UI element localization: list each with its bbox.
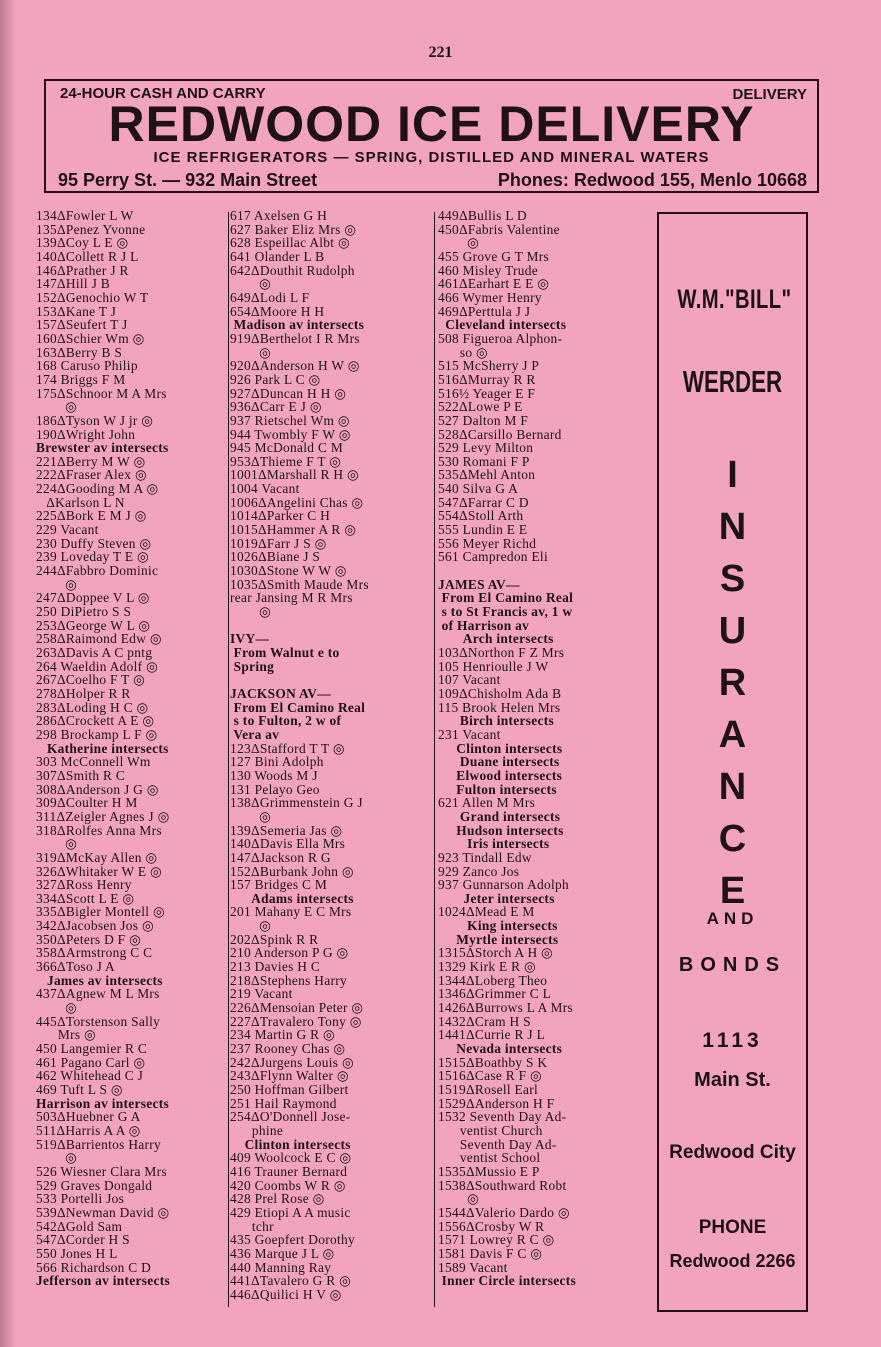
directory-entry: 218ΔStephens Harry — [230, 972, 348, 988]
directory-entry: 945 McDonald C M — [230, 440, 344, 456]
directory-entry: 929 Zanco Jos — [438, 863, 520, 879]
directory-entry: 1441ΔCurrie R J L — [438, 1027, 546, 1043]
directory-entry: 561 Campredon Eli — [438, 549, 548, 565]
directory-entry: 1346ΔGrimmer C L — [438, 986, 552, 1002]
directory-entry: 103ΔNorthon F Z Mrs — [438, 645, 565, 660]
insurance-letter: A — [718, 714, 747, 756]
insurance-letter: E — [719, 870, 746, 912]
directory-entry: 335ΔBigler Montell ◎ — [36, 904, 165, 920]
directory-entry: 450ΔFabris Valentine — [438, 221, 560, 237]
directory-entry: ◎ — [36, 836, 78, 852]
directory-entry: 1426ΔBurrows L A Mrs — [438, 1000, 574, 1016]
directory-entry: 311ΔZeigler Agnes J ◎ — [36, 808, 170, 824]
directory-entry: 1529ΔAnderson H F — [438, 1095, 555, 1111]
directory-entry: 654ΔMoore H H — [230, 303, 325, 319]
street-heading: Harrison av intersects — [36, 1095, 170, 1111]
directory-entry: 1315ΔStorch A H ◎ — [438, 945, 554, 961]
directory-entry: 516½ Yeager E F — [438, 385, 536, 401]
directory-entry: 540 Silva G A — [438, 481, 519, 497]
directory-entry: 243ΔFlynn Walter ◎ — [230, 1068, 349, 1084]
directory-entry: ◎ — [438, 1191, 480, 1207]
street-heading: From El Camino Real — [230, 699, 366, 715]
street-heading: of Harrison av — [438, 617, 530, 633]
directory-entry: 326ΔWhitaker W E ◎ — [36, 863, 162, 879]
directory-entry: 556 Meyer Richd — [438, 535, 537, 551]
street-heading: James av intersects — [36, 972, 163, 988]
directory-entry: 186ΔTyson W J jr ◎ — [36, 412, 154, 428]
insurance-ad — [657, 212, 808, 1312]
directory-entry: 450 Langemier R C — [36, 1041, 148, 1057]
street-heading: Vera av — [230, 726, 280, 742]
directory-entry: 230 Duffy Steven ◎ — [36, 535, 152, 551]
directory-entry: 298 Brockamp L F ◎ — [36, 726, 158, 742]
directory-entry: 1006ΔAngelini Chas ◎ — [230, 494, 364, 510]
directory-entry: 533 Portelli Jos — [36, 1191, 125, 1207]
directory-entry: 105 Henrioulle J W — [438, 658, 549, 674]
street-heading: Clinton intersects — [438, 740, 563, 756]
directory-entry: 1329 Kirk E R ◎ — [438, 959, 537, 975]
directory-entry: phine — [230, 1122, 284, 1138]
directory-entry: 258ΔRaimond Edw ◎ — [36, 631, 162, 647]
directory-entry — [438, 564, 644, 578]
street-heading: Hudson intersects — [438, 822, 564, 838]
directory-entry: 140ΔDavis Ella Mrs — [230, 836, 346, 852]
directory-entry: ◎ — [230, 808, 272, 824]
directory-entry: 138ΔGrimmenstein G J — [230, 795, 363, 811]
street-heading: JACKSON AV— — [230, 685, 331, 701]
directory-entry: 528ΔCarsillo Bernard — [438, 426, 562, 442]
directory-entry: 366ΔToso J A — [36, 959, 115, 975]
street-heading: Elwood intersects — [438, 767, 563, 783]
directory-entry: 1519ΔRosell Earl — [438, 1082, 539, 1097]
directory-entry: 229 Vacant — [36, 522, 99, 538]
directory-entry: 446ΔQuilici H V ◎ — [230, 1286, 342, 1302]
directory-entry: 1344ΔLoberg Theo — [438, 972, 548, 988]
street-heading: Duane intersects — [438, 754, 560, 770]
directory-entry: 1001ΔMarshall R H ◎ — [230, 467, 360, 483]
street-heading: s to Fulton, 2 w of — [230, 713, 342, 729]
ice-delivery-ad — [44, 79, 819, 193]
directory-entry: 445ΔTorstenson Sally — [36, 1013, 161, 1029]
directory-entry: 527 Dalton M F — [438, 412, 529, 428]
street-heading: Madison av intersects — [230, 317, 365, 333]
directory-entry: 278ΔHolper R R — [36, 685, 131, 701]
directory-entry: 441ΔTavalero G R ◎ — [230, 1273, 352, 1289]
street-heading: From Walnut e to — [230, 645, 340, 660]
page-edge-shadow — [0, 0, 16, 1347]
directory-entry: 469ΔPerttula J J — [438, 303, 531, 319]
directory-entry: 649ΔLodi L F — [230, 289, 310, 305]
directory-entry: 147ΔJackson R G — [230, 849, 331, 865]
directory-entry: 227ΔTravalero Tony ◎ — [230, 1013, 362, 1029]
directory-entry: 247ΔDoppee V L ◎ — [36, 590, 150, 606]
directory-entry: 234 Martin G R ◎ — [230, 1027, 336, 1043]
directory-entry: 1532 Seventh Day Ad- — [438, 1109, 567, 1125]
street-heading: Iris intersects — [438, 836, 550, 852]
ad-phones: Phones: Redwood 155, Menlo 10668 — [497, 170, 807, 190]
directory-entry: 937 Rietschel Wm ◎ — [230, 412, 350, 428]
directory-entry: 350ΔPeters D F ◎ — [36, 931, 142, 947]
directory-entry: 944 Twombly F W ◎ — [230, 426, 351, 442]
directory-entry: 429 Etiopi A A music — [230, 1204, 351, 1220]
directory-entry: 309ΔCoulter H M — [36, 795, 138, 811]
directory-entry: 1035ΔSmith Maude Mrs — [230, 576, 369, 592]
directory-entry: 953ΔThieme F T ◎ — [230, 453, 342, 469]
directory-entry: ◎ — [36, 576, 78, 592]
insurance-letter: N — [718, 506, 747, 548]
ad-name-line2: WERDER — [682, 364, 783, 399]
ad-top-left: 24-HOUR CASH AND CARRY — [60, 85, 266, 102]
directory-entry: 152ΔGenochio W T — [36, 289, 149, 305]
directory-entry: 139ΔCoy L E ◎ — [36, 235, 129, 251]
insurance-letter: U — [718, 610, 747, 652]
directory-entry: 303 McConnell Wm — [36, 754, 151, 770]
directory-entry: 466 Wymer Henry — [438, 289, 542, 305]
ad-phone-number: Redwood 2266 — [669, 1251, 796, 1271]
directory-entry: 210 Anderson P G ◎ — [230, 945, 349, 961]
street-heading: Spring — [230, 658, 275, 674]
street-heading: Birch intersects — [438, 713, 555, 729]
directory-entry: 175ΔSchnoor M A Mrs — [36, 385, 167, 401]
directory-entry: ◎ — [438, 235, 480, 251]
street-heading: Myrtle intersects — [438, 931, 559, 947]
directory-entry: 308ΔAnderson J G ◎ — [36, 781, 159, 797]
directory-entry: 283ΔLoding H C ◎ — [36, 699, 149, 715]
directory-entry: ◎ — [36, 1000, 78, 1016]
directory-entry: 135ΔPenez Yvonne — [36, 221, 146, 237]
directory-entry: 163ΔBerry B S — [36, 344, 123, 360]
directory-entry: 535ΔMehl Anton — [438, 467, 536, 483]
directory-entry: 511ΔHarris A A ◎ — [36, 1122, 141, 1138]
directory-entry: 157 Bridges C M — [230, 877, 328, 893]
directory-entry: 327ΔRoss Henry — [36, 877, 132, 893]
directory-entry: ventist Church — [438, 1122, 543, 1138]
directory-entry: 213 Davies H C — [230, 959, 321, 975]
directory-entry: ◎ — [36, 1150, 78, 1166]
directory-entry: ◎ — [230, 604, 272, 620]
directory-entry: 267ΔCoelho F T ◎ — [36, 672, 146, 688]
directory-entry: 462 Whitehead C J — [36, 1068, 144, 1084]
street-heading: Adams intersects — [230, 890, 354, 906]
directory-column-1 — [36, 209, 242, 1288]
directory-entry — [230, 673, 436, 687]
ad-insurance-word — [659, 449, 806, 917]
directory-entry: 115 Brook Helen Mrs — [438, 699, 561, 715]
directory-entry: 1556ΔCrosby W R — [438, 1218, 545, 1234]
directory-entry: 251 Hail Raymond — [230, 1095, 337, 1111]
directory-entry: 554ΔStoll Arth — [438, 508, 524, 524]
directory-entry: 157ΔSeufert T J — [36, 317, 128, 333]
directory-entry: 503ΔHuebner G A — [36, 1109, 141, 1125]
ad-address: 95 Perry St. — 932 Main Street — [58, 170, 318, 190]
directory-entry: 107 Vacant — [438, 672, 501, 688]
directory-entry: 334ΔScott L E ◎ — [36, 890, 135, 906]
directory-entry: 174 Briggs F M — [36, 371, 126, 387]
street-heading: Grand intersects — [438, 808, 561, 824]
directory-entry: 461 Pagano Carl ◎ — [36, 1054, 146, 1070]
directory-entry: 1019ΔFarr J S ◎ — [230, 535, 327, 551]
directory-entry: 152ΔBurbank John ◎ — [230, 863, 354, 879]
ad-name-line1: W.M."BILL" — [677, 284, 792, 314]
directory-entry: 919ΔBerthelot I R Mrs — [230, 330, 360, 346]
directory-entry: rear Jansing M R Mrs — [230, 590, 353, 606]
directory-entry: 515 McSherry J P — [438, 358, 540, 374]
directory-entry: 522ΔLowe P E — [438, 399, 523, 415]
directory-entry: 224ΔGooding M A ◎ — [36, 481, 159, 497]
column-divider — [434, 212, 435, 1307]
directory-entry: 420 Coombs W R ◎ — [230, 1177, 346, 1193]
directory-entry: 455 Grove G T Mrs — [438, 248, 549, 264]
directory-entry: 461ΔEarhart E E ◎ — [438, 276, 550, 292]
directory-entry: 627 Baker Eliz Mrs ◎ — [230, 221, 357, 237]
directory-entry: 1014ΔParker C H — [230, 508, 331, 524]
directory-entry: 1571 Lowrey R C ◎ — [438, 1232, 555, 1248]
ad-phone-label: PHONE — [698, 1217, 767, 1238]
directory-entry: 923 Tindall Edw — [438, 849, 532, 865]
directory-entry: 1026ΔBiane J S — [230, 549, 321, 565]
directory-entry: 319ΔMcKay Allen ◎ — [36, 849, 158, 865]
directory-entry: 201 Mahany E C Mrs — [230, 904, 352, 920]
directory-entry: 342ΔJacobsen Jos ◎ — [36, 918, 154, 934]
directory-entry: 1538ΔSouthward Robt — [438, 1177, 567, 1193]
directory-entry: 460 Misley Trude — [438, 262, 539, 278]
directory-entry: 936ΔCarr E J ◎ — [230, 399, 322, 415]
street-heading: Jeter intersects — [438, 890, 555, 906]
street-heading: From El Camino Real — [438, 590, 574, 606]
directory-entry: 566 Richardson C D — [36, 1259, 152, 1275]
directory-entry: 147ΔHill J B — [36, 276, 110, 292]
directory-entry: 286ΔCrockett A E ◎ — [36, 713, 155, 729]
insurance-letter: R — [718, 662, 747, 704]
directory-entry: 1516ΔCase R F ◎ — [438, 1068, 543, 1084]
directory-entry: 222ΔFraser Alex ◎ — [36, 467, 147, 483]
street-heading: Clinton intersects — [230, 1136, 351, 1152]
directory-entry: 237 Rooney Chas ◎ — [230, 1041, 346, 1057]
directory-entry: 253ΔGeorge W L ◎ — [36, 617, 151, 633]
directory-entry: 239 Loveday T E ◎ — [36, 549, 149, 565]
directory-entry: 926 Park L C ◎ — [230, 371, 321, 387]
directory-entry: 621 Allen M Mrs — [438, 795, 536, 811]
ad-city: Redwood City — [669, 1142, 796, 1163]
directory-entry: tchr — [230, 1218, 274, 1234]
street-heading: IVY— — [230, 631, 270, 647]
directory-entry: 160ΔSchier Wm ◎ — [36, 330, 145, 346]
directory-entry: ◎ — [230, 344, 272, 360]
ad-street-number: 1113 — [702, 1029, 763, 1052]
directory-entry: 244ΔFabbro Dominic — [36, 563, 159, 579]
directory-entry: 1024ΔMead E M — [438, 904, 535, 920]
ad-bonds: BONDS — [678, 954, 787, 976]
ad-top-right: DELIVERY — [732, 86, 807, 103]
street-heading: Inner Circle intersects — [438, 1273, 576, 1288]
directory-entry: 1581 Davis F C ◎ — [438, 1245, 543, 1261]
directory-entry: 469 Tuft L S ◎ — [36, 1082, 123, 1097]
street-heading: Jefferson av intersects — [36, 1273, 171, 1288]
directory-entry: 542ΔGold Sam — [36, 1218, 123, 1234]
directory-entry: 263ΔDavis A C pntg — [36, 645, 153, 660]
ad-subline: ICE REFRIGERATORS — SPRING, DISTILLED AND MINERAL WATERS — [153, 149, 710, 166]
directory-entry: 134ΔFowler L W — [36, 209, 134, 223]
street-heading: JAMES AV— — [438, 576, 520, 592]
directory-entry: 516ΔMurray R R — [438, 371, 536, 387]
directory-entry: Mrs ◎ — [36, 1027, 96, 1043]
directory-entry: 307ΔSmith R C — [36, 767, 126, 783]
ad-street: Main St. — [694, 1069, 771, 1091]
directory-entry: Seventh Day Ad- — [438, 1136, 557, 1152]
street-heading: Arch intersects — [438, 631, 554, 647]
directory-entry: 547ΔFarrar C D — [438, 494, 529, 510]
directory-entry: 1432ΔCram H S — [438, 1013, 531, 1029]
directory-entry: 127 Bini Adolph — [230, 754, 324, 770]
directory-entry: 428 Prel Rose ◎ — [230, 1191, 325, 1207]
directory-entry: 264 Waeldin Adolf ◎ — [36, 658, 159, 674]
directory-entry: ventist School — [438, 1150, 541, 1166]
directory-entry — [230, 619, 436, 633]
directory-entry: 529 Levy Milton — [438, 440, 534, 456]
street-heading: Brewster av intersects — [36, 440, 169, 456]
directory-entry: 550 Jones H L — [36, 1245, 118, 1261]
directory-entry: so ◎ — [438, 344, 489, 360]
directory-entry: 529 Graves Dongald — [36, 1177, 153, 1193]
ad-and: AND — [706, 909, 759, 928]
directory-entry: 123ΔStafford T T ◎ — [230, 740, 345, 756]
directory-entry: ◎ — [36, 399, 78, 415]
directory-entry: 1015ΔHammer A R ◎ — [230, 522, 357, 538]
directory-entry: 226ΔMensoian Peter ◎ — [230, 1000, 364, 1016]
street-heading: King intersects — [438, 918, 558, 934]
directory-entry: 168 Caruso Philip — [36, 358, 138, 374]
directory-entry: 130 Woods M J — [230, 767, 318, 783]
street-heading: Cleveland intersects — [438, 317, 567, 333]
street-heading: Nevada intersects — [438, 1041, 563, 1057]
directory-entry: 1589 Vacant — [438, 1259, 508, 1275]
directory-entry: 519ΔBarrientos Harry — [36, 1136, 162, 1152]
ad-headline: REDWOOD ICE DELIVERY — [108, 96, 755, 152]
street-heading: s to St Francis av, 1 w — [438, 604, 573, 620]
directory-entry: 449ΔBullis L D — [438, 209, 527, 223]
directory-entry: 221ΔBerry M W ◎ — [36, 453, 146, 469]
column-divider — [228, 212, 229, 1307]
directory-entry: 539ΔNewman David ◎ — [36, 1204, 170, 1220]
directory-entry: 1515ΔBoathby S K — [438, 1054, 548, 1070]
directory-entry: 190ΔWright John — [36, 426, 136, 442]
directory-entry: 530 Romani F P — [438, 453, 530, 469]
directory-entry: 920ΔAnderson H W ◎ — [230, 358, 360, 374]
directory-entry: 555 Lundin E E — [438, 522, 528, 538]
directory-entry: 131 Pelayo Geo — [230, 781, 320, 797]
directory-entry: 153ΔKane T J — [36, 303, 117, 319]
directory-entry: 1544ΔValerio Dardo ◎ — [438, 1204, 570, 1220]
directory-entry: 1030ΔStone W W ◎ — [230, 563, 347, 579]
directory-entry: 254ΔO'Donnell Jose- — [230, 1109, 351, 1125]
directory-column-3 — [438, 209, 644, 1288]
directory-column-2 — [230, 209, 436, 1302]
street-heading: Fulton intersects — [438, 781, 557, 797]
directory-entry: 628 Espeillac Albt ◎ — [230, 235, 350, 251]
directory-entry: 202ΔSpink R R — [230, 931, 319, 947]
directory-entry: 437ΔAgnew M L Mrs — [36, 986, 160, 1002]
directory-entry: 416 Trauner Bernard — [230, 1163, 348, 1179]
directory-entry: 409 Woolcock E C ◎ — [230, 1150, 352, 1166]
directory-entry: 318ΔRolfes Anna Mrs — [36, 822, 162, 838]
directory-entry: 937 Gunnarson Adolph — [438, 877, 569, 893]
directory-entry: 642ΔDouthit Rudolph — [230, 262, 355, 278]
directory-entry: 250 Hoffman Gilbert — [230, 1082, 349, 1097]
directory-entry: 140ΔCollett R J L — [36, 248, 139, 264]
directory-entry: 547ΔCorder H S — [36, 1232, 130, 1248]
directory-entry: 225ΔBork E M J ◎ — [36, 508, 147, 524]
directory-entry: 508 Figueroa Alphon- — [438, 330, 563, 346]
directory-entry: 1004 Vacant — [230, 481, 300, 497]
insurance-letter: N — [718, 766, 747, 808]
directory-entry: 358ΔArmstrong C C — [36, 945, 153, 961]
directory-entry: 231 Vacant — [438, 726, 501, 742]
directory-entry: ◎ — [230, 276, 272, 292]
directory-entry: ◎ — [230, 918, 272, 934]
directory-entry: 436 Marque J L ◎ — [230, 1245, 335, 1261]
directory-entry: 927ΔDuncan H H ◎ — [230, 385, 347, 401]
directory-entry: 526 Wiesner Clara Mrs — [36, 1163, 167, 1179]
directory-entry: 641 Olander L B — [230, 248, 325, 264]
page-number: 221 — [428, 44, 453, 61]
directory-entry: 1535ΔMussio E P — [438, 1163, 540, 1179]
directory-entry: 435 Goepfert Dorothy — [230, 1232, 355, 1248]
insurance-letter: I — [727, 454, 738, 496]
directory-entry: 219 Vacant — [230, 986, 293, 1002]
directory-entry: 242ΔJurgens Louis ◎ — [230, 1054, 354, 1070]
insurance-letter: C — [718, 818, 747, 860]
directory-entry: 139ΔSemeria Jas ◎ — [230, 822, 343, 838]
directory-entry: 617 Axelsen G H — [230, 209, 328, 223]
directory-entry: 250 DiPietro S S — [36, 604, 132, 620]
directory-entry: 109ΔChisholm Ada B — [438, 685, 562, 701]
street-heading: Katherine intersects — [36, 740, 169, 756]
directory-entry: ΔKarlson L N — [36, 494, 125, 510]
insurance-letter: S — [719, 558, 746, 600]
directory-entry: 440 Manning Ray — [230, 1259, 332, 1275]
directory-entry: 146ΔPrather J R — [36, 262, 129, 278]
